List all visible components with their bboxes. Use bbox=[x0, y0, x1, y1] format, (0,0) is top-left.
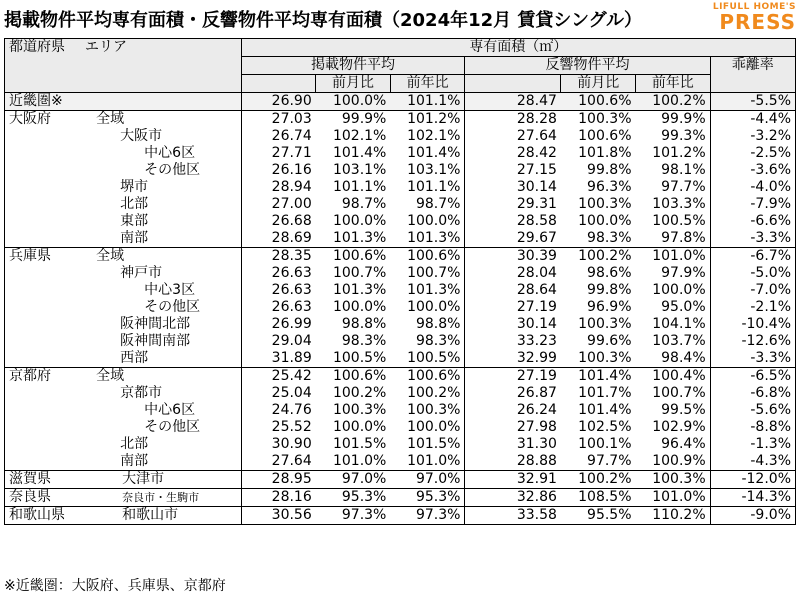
cell-listing-yoy: 100.0% bbox=[390, 299, 465, 316]
header-listing-mom: 前月比 bbox=[316, 75, 391, 93]
cell-listing-mom: 98.3% bbox=[341, 333, 387, 349]
table-row bbox=[5, 453, 796, 471]
cell-area: 南部 bbox=[96, 230, 241, 248]
table-row bbox=[5, 230, 796, 248]
cell-response-avg: 28.47 bbox=[465, 93, 561, 111]
cell-listing-yoy: 101.3% bbox=[390, 230, 465, 248]
table-row bbox=[5, 402, 796, 419]
cell-pref bbox=[5, 128, 97, 145]
table-row bbox=[5, 282, 796, 299]
cell-listing-mom: 100.3% bbox=[332, 402, 387, 418]
cell-pref bbox=[5, 145, 97, 162]
table-row bbox=[5, 436, 796, 453]
header-pref: 都道府県 bbox=[9, 39, 65, 56]
table-row bbox=[5, 385, 796, 402]
cell-listing-avg: 26.63 bbox=[271, 265, 312, 281]
header-spacer-5 bbox=[710, 75, 795, 93]
cell-listing-mom: 101.3% bbox=[332, 282, 387, 298]
cell-response-avg: 32.86 bbox=[465, 489, 561, 507]
table-row bbox=[5, 489, 796, 507]
table-row bbox=[5, 111, 796, 129]
cell-response-yoy: 100.3% bbox=[636, 471, 711, 489]
cell-area: 中心6区 bbox=[96, 402, 241, 419]
cell-listing-mom: 100.7% bbox=[332, 265, 387, 281]
cell-response-mom: 100.0% bbox=[578, 213, 632, 229]
cell-listing-yoy: 101.5% bbox=[390, 436, 465, 453]
cell-response-avg: 33.23 bbox=[516, 333, 557, 349]
cell-response-mom: 100.3% bbox=[561, 111, 636, 129]
cell-response-avg: 28.58 bbox=[516, 213, 557, 229]
cell-response-mom: 100.3% bbox=[578, 316, 632, 332]
cell-response-mom: 100.1% bbox=[578, 436, 632, 452]
cell-response-yoy: 103.7% bbox=[636, 333, 711, 350]
cell-gap: -5.5% bbox=[710, 93, 795, 111]
cell-gap: -6.6% bbox=[710, 213, 795, 230]
cell-pref bbox=[5, 282, 97, 299]
cell-listing-mom: 98.7% bbox=[341, 196, 387, 212]
cell-response-mom: 99.8% bbox=[587, 282, 632, 298]
cell-area: 南部 bbox=[96, 453, 241, 471]
cell-response-avg: 30.14 bbox=[516, 316, 557, 332]
cell-gap: -4.4% bbox=[710, 111, 795, 129]
table-row bbox=[5, 507, 796, 525]
cell-listing-mom: 100.0% bbox=[316, 93, 391, 111]
cell-pref bbox=[5, 230, 97, 248]
cell-response-mom: 101.7% bbox=[578, 385, 632, 401]
cell-gap: -4.3% bbox=[710, 453, 795, 471]
cell-response-mom: 96.9% bbox=[587, 299, 632, 315]
cell-pref: 近畿圏※ bbox=[5, 93, 97, 111]
header-area: エリア bbox=[85, 39, 127, 56]
cell-listing-avg: 25.04 bbox=[271, 385, 312, 401]
cell-pref bbox=[5, 333, 97, 350]
cell-gap: -3.3% bbox=[710, 230, 795, 248]
cell-response-yoy: 103.3% bbox=[636, 196, 711, 213]
cell-listing-yoy: 95.3% bbox=[390, 489, 465, 507]
cell-response-avg: 30.14 bbox=[516, 179, 557, 195]
cell-listing-mom: 95.3% bbox=[316, 489, 391, 507]
cell-gap: -7.0% bbox=[710, 282, 795, 299]
cell-pref bbox=[5, 162, 97, 179]
cell-response-avg: 27.15 bbox=[516, 162, 557, 178]
cell-gap: -14.3% bbox=[710, 489, 795, 507]
cell-area: 西部 bbox=[96, 350, 241, 368]
cell-area: 北部 bbox=[96, 196, 241, 213]
cell-listing-yoy: 100.3% bbox=[390, 402, 465, 419]
cell-listing-yoy: 97.0% bbox=[390, 471, 465, 489]
cell-area: 和歌山市 bbox=[96, 507, 241, 525]
table-row bbox=[5, 179, 796, 196]
cell-listing-avg: 30.90 bbox=[271, 436, 312, 452]
table-row bbox=[5, 265, 796, 282]
cell-listing-mom: 103.1% bbox=[332, 162, 387, 178]
cell-gap: -6.5% bbox=[710, 368, 795, 386]
cell-response-yoy: 99.5% bbox=[636, 402, 711, 419]
cell-listing-avg: 27.03 bbox=[241, 111, 316, 129]
cell-response-yoy: 98.4% bbox=[636, 350, 711, 368]
cell-pref: 和歌山県 bbox=[5, 507, 97, 525]
cell-listing-yoy: 98.8% bbox=[390, 316, 465, 333]
footnote: ※近畿圏：大阪府、兵庫県、京都府 bbox=[4, 578, 226, 594]
title-bar bbox=[0, 0, 800, 38]
cell-pref bbox=[5, 385, 97, 402]
cell-listing-yoy: 98.7% bbox=[390, 196, 465, 213]
cell-gap: -6.8% bbox=[710, 385, 795, 402]
cell-listing-avg: 25.42 bbox=[241, 368, 316, 386]
cell-listing-mom: 100.0% bbox=[332, 299, 387, 315]
cell-response-mom: 100.3% bbox=[578, 350, 632, 366]
cell-gap: -12.0% bbox=[710, 471, 795, 489]
cell-response-yoy: 99.9% bbox=[636, 111, 711, 129]
cell-listing-mom: 97.3% bbox=[316, 507, 391, 525]
header-listing: 掲載物件平均 bbox=[241, 57, 465, 75]
cell-area: 東部 bbox=[96, 213, 241, 230]
cell-listing-yoy: 101.1% bbox=[390, 179, 465, 196]
cell-response-avg: 27.64 bbox=[516, 128, 557, 144]
cell-listing-avg: 26.68 bbox=[271, 213, 312, 229]
cell-listing-avg: 31.89 bbox=[271, 350, 312, 366]
cell-area: 全域 bbox=[96, 111, 241, 129]
logo-main-text: PRESS bbox=[719, 10, 796, 34]
table-row bbox=[5, 471, 796, 489]
cell-response-avg: 28.04 bbox=[516, 265, 557, 281]
cell-listing-yoy: 100.0% bbox=[390, 213, 465, 230]
cell-listing-mom: 100.5% bbox=[332, 350, 387, 366]
cell-response-avg: 26.24 bbox=[516, 402, 557, 418]
cell-response-yoy: 101.0% bbox=[636, 248, 711, 266]
cell-listing-avg: 27.71 bbox=[271, 145, 312, 161]
cell-listing-yoy: 100.7% bbox=[390, 265, 465, 282]
cell-listing-yoy: 101.4% bbox=[390, 145, 465, 162]
header-spacer-1 bbox=[5, 57, 242, 75]
cell-response-avg: 28.28 bbox=[465, 111, 561, 129]
header-response-mom: 前月比 bbox=[561, 75, 636, 93]
cell-area: 全域 bbox=[96, 248, 241, 266]
cell-listing-avg: 26.99 bbox=[271, 316, 312, 332]
cell-response-avg: 33.58 bbox=[465, 507, 561, 525]
table-row bbox=[5, 162, 796, 179]
cell-response-avg: 30.39 bbox=[465, 248, 561, 266]
cell-pref bbox=[5, 350, 97, 368]
cell-response-mom: 99.6% bbox=[587, 333, 632, 349]
header-spacer-2 bbox=[5, 75, 242, 93]
cell-response-avg: 26.87 bbox=[516, 385, 557, 401]
cell-response-yoy: 99.3% bbox=[636, 128, 711, 145]
cell-response-mom: 100.6% bbox=[561, 93, 636, 111]
cell-gap: -6.7% bbox=[710, 248, 795, 266]
cell-gap: -5.0% bbox=[710, 265, 795, 282]
header-spacer-3 bbox=[241, 75, 316, 93]
cell-listing-avg: 28.35 bbox=[241, 248, 316, 266]
cell-listing-mom: 98.8% bbox=[341, 316, 387, 332]
cell-listing-yoy: 98.3% bbox=[390, 333, 465, 350]
cell-pref bbox=[5, 213, 97, 230]
cell-pref bbox=[5, 316, 97, 333]
table-row bbox=[5, 248, 796, 266]
cell-gap: -12.6% bbox=[710, 333, 795, 350]
table-row bbox=[5, 196, 796, 213]
cell-area: 大阪市 bbox=[96, 128, 241, 145]
header-response-yoy: 前年比 bbox=[636, 75, 711, 93]
cell-listing-avg: 27.00 bbox=[271, 196, 312, 212]
cell-response-mom: 97.7% bbox=[587, 453, 632, 469]
cell-response-avg: 28.42 bbox=[516, 145, 557, 161]
cell-pref bbox=[5, 453, 97, 471]
cell-area: 中心3区 bbox=[96, 282, 241, 299]
cell-response-avg: 32.91 bbox=[465, 471, 561, 489]
table-row bbox=[5, 128, 796, 145]
cell-response-yoy: 98.1% bbox=[636, 162, 711, 179]
cell-pref bbox=[5, 196, 97, 213]
cell-pref bbox=[5, 299, 97, 316]
cell-pref bbox=[5, 402, 97, 419]
cell-listing-yoy: 100.5% bbox=[390, 350, 465, 368]
cell-gap: -10.4% bbox=[710, 316, 795, 333]
cell-response-yoy: 100.2% bbox=[636, 93, 711, 111]
header-spacer-4 bbox=[465, 75, 561, 93]
cell-listing-yoy: 100.6% bbox=[390, 248, 465, 266]
cell-listing-yoy: 102.1% bbox=[390, 128, 465, 145]
cell-gap: -3.3% bbox=[710, 350, 795, 368]
cell-listing-avg: 26.63 bbox=[271, 299, 312, 315]
cell-listing-avg: 25.52 bbox=[271, 419, 312, 435]
cell-response-mom: 98.6% bbox=[587, 265, 632, 281]
cell-listing-yoy: 101.1% bbox=[390, 93, 465, 111]
cell-response-yoy: 95.0% bbox=[636, 299, 711, 316]
cell-response-mom: 100.2% bbox=[561, 471, 636, 489]
page-title: 掲載物件平均専有面積・反響物件平均専有面積（2024年12月 賃貸シングル） bbox=[4, 10, 643, 31]
cell-pref: 滋賀県 bbox=[5, 471, 97, 489]
cell-response-mom: 98.3% bbox=[587, 230, 632, 246]
cell-area: 中心6区 bbox=[96, 145, 241, 162]
cell-response-yoy: 102.9% bbox=[636, 419, 711, 436]
cell-response-mom: 101.4% bbox=[561, 368, 636, 386]
cell-listing-mom: 100.6% bbox=[316, 248, 391, 266]
cell-response-mom: 101.4% bbox=[578, 402, 632, 418]
cell-response-yoy: 100.9% bbox=[636, 453, 711, 471]
cell-listing-yoy: 100.2% bbox=[390, 385, 465, 402]
cell-listing-mom: 101.1% bbox=[332, 179, 387, 195]
cell-response-yoy: 100.0% bbox=[636, 282, 711, 299]
cell-pref: 大阪府 bbox=[5, 111, 97, 129]
header-response: 反響物件平均 bbox=[465, 57, 710, 75]
cell-area: 全域 bbox=[96, 368, 241, 386]
cell-pref bbox=[5, 179, 97, 196]
cell-response-yoy: 101.2% bbox=[636, 145, 711, 162]
cell-area: 奈良市・生駒市 bbox=[96, 489, 241, 507]
cell-response-avg: 29.67 bbox=[516, 230, 557, 246]
cell-area bbox=[96, 93, 241, 111]
cell-listing-avg: 26.16 bbox=[271, 162, 312, 178]
table-row bbox=[5, 145, 796, 162]
cell-gap: -7.9% bbox=[710, 196, 795, 213]
cell-response-yoy: 110.2% bbox=[636, 507, 711, 525]
cell-listing-avg: 28.94 bbox=[271, 179, 312, 195]
cell-listing-yoy: 101.3% bbox=[390, 282, 465, 299]
cell-gap: -2.5% bbox=[710, 145, 795, 162]
cell-response-yoy: 104.1% bbox=[636, 316, 711, 333]
cell-response-yoy: 97.9% bbox=[636, 265, 711, 282]
header-listing-yoy: 前年比 bbox=[390, 75, 465, 93]
header-gap: 乖離率 bbox=[710, 57, 795, 75]
cell-listing-mom: 101.4% bbox=[332, 145, 387, 161]
cell-listing-avg: 26.63 bbox=[271, 282, 312, 298]
table-row bbox=[5, 93, 796, 111]
cell-pref bbox=[5, 265, 97, 282]
cell-pref: 兵庫県 bbox=[5, 248, 97, 266]
cell-response-yoy: 100.5% bbox=[636, 213, 711, 230]
cell-area: 京都市 bbox=[96, 385, 241, 402]
cell-listing-avg: 28.69 bbox=[271, 230, 312, 246]
cell-listing-mom: 101.5% bbox=[332, 436, 387, 452]
cell-listing-avg: 27.64 bbox=[271, 453, 312, 469]
cell-listing-mom: 100.2% bbox=[332, 385, 387, 401]
table-row bbox=[5, 368, 796, 386]
cell-listing-avg: 29.04 bbox=[271, 333, 312, 349]
cell-response-mom: 100.3% bbox=[578, 196, 632, 212]
cell-response-mom: 102.5% bbox=[578, 419, 632, 435]
header-pref-area bbox=[5, 39, 242, 57]
cell-pref: 京都府 bbox=[5, 368, 97, 386]
cell-response-yoy: 96.4% bbox=[636, 436, 711, 453]
cell-listing-yoy: 100.6% bbox=[390, 368, 465, 386]
cell-response-yoy: 101.0% bbox=[636, 489, 711, 507]
cell-response-avg: 29.31 bbox=[516, 196, 557, 212]
cell-area: 阪神間南部 bbox=[96, 333, 241, 350]
brand-logo bbox=[713, 2, 796, 32]
cell-listing-yoy: 103.1% bbox=[390, 162, 465, 179]
cell-gap: -3.6% bbox=[710, 162, 795, 179]
cell-listing-mom: 100.0% bbox=[332, 213, 387, 229]
cell-area: 北部 bbox=[96, 436, 241, 453]
cell-listing-avg: 28.16 bbox=[241, 489, 316, 507]
area-table bbox=[4, 38, 796, 525]
cell-listing-mom: 101.3% bbox=[332, 230, 387, 246]
table-row bbox=[5, 316, 796, 333]
cell-gap: -4.0% bbox=[710, 179, 795, 196]
table-row bbox=[5, 419, 796, 436]
logo-top-text: LIFULL HOME'S bbox=[712, 2, 796, 12]
cell-response-mom: 99.8% bbox=[587, 162, 632, 178]
cell-area: その他区 bbox=[96, 419, 241, 436]
cell-gap: -5.6% bbox=[710, 402, 795, 419]
cell-response-mom: 95.5% bbox=[561, 507, 636, 525]
cell-response-avg: 27.19 bbox=[516, 299, 557, 315]
cell-response-avg: 32.99 bbox=[516, 350, 557, 366]
cell-response-mom: 100.2% bbox=[561, 248, 636, 266]
table-row bbox=[5, 299, 796, 316]
cell-listing-yoy: 97.3% bbox=[390, 507, 465, 525]
cell-pref bbox=[5, 436, 97, 453]
cell-response-yoy: 100.4% bbox=[636, 368, 711, 386]
cell-pref: 奈良県 bbox=[5, 489, 97, 507]
cell-area: 堺市 bbox=[96, 179, 241, 196]
cell-response-avg: 31.30 bbox=[516, 436, 557, 452]
cell-gap: -3.2% bbox=[710, 128, 795, 145]
cell-listing-avg: 26.90 bbox=[241, 93, 316, 111]
cell-response-mom: 96.3% bbox=[587, 179, 632, 195]
cell-area: その他区 bbox=[96, 162, 241, 179]
cell-response-yoy: 97.8% bbox=[636, 230, 711, 248]
cell-response-avg: 28.64 bbox=[516, 282, 557, 298]
table-row bbox=[5, 333, 796, 350]
cell-listing-mom: 102.1% bbox=[332, 128, 387, 144]
table-row bbox=[5, 350, 796, 368]
cell-response-yoy: 100.7% bbox=[636, 385, 711, 402]
cell-response-yoy: 97.7% bbox=[636, 179, 711, 196]
cell-area: 神戸市 bbox=[96, 265, 241, 282]
cell-response-mom: 108.5% bbox=[561, 489, 636, 507]
cell-gap: -2.1% bbox=[710, 299, 795, 316]
cell-listing-avg: 28.95 bbox=[241, 471, 316, 489]
cell-response-mom: 101.8% bbox=[578, 145, 632, 161]
cell-listing-yoy: 100.0% bbox=[390, 419, 465, 436]
header-group: 専有面積（㎡） bbox=[241, 39, 795, 57]
table-body bbox=[5, 93, 796, 525]
cell-listing-avg: 24.76 bbox=[271, 402, 312, 418]
cell-response-avg: 27.98 bbox=[516, 419, 557, 435]
table-row bbox=[5, 213, 796, 230]
cell-area: 阪神間北部 bbox=[96, 316, 241, 333]
cell-gap: -9.0% bbox=[710, 507, 795, 525]
cell-listing-mom: 101.0% bbox=[332, 453, 387, 469]
cell-listing-mom: 99.9% bbox=[316, 111, 391, 129]
cell-response-mom: 100.6% bbox=[578, 128, 632, 144]
cell-area: 大津市 bbox=[96, 471, 241, 489]
cell-gap: -1.3% bbox=[710, 436, 795, 453]
cell-listing-mom: 100.6% bbox=[316, 368, 391, 386]
cell-response-avg: 28.88 bbox=[516, 453, 557, 469]
cell-listing-mom: 97.0% bbox=[316, 471, 391, 489]
cell-listing-yoy: 101.0% bbox=[390, 453, 465, 471]
cell-response-avg: 27.19 bbox=[465, 368, 561, 386]
cell-gap: -8.8% bbox=[710, 419, 795, 436]
cell-pref bbox=[5, 419, 97, 436]
cell-listing-avg: 30.56 bbox=[241, 507, 316, 525]
cell-area: その他区 bbox=[96, 299, 241, 316]
cell-listing-mom: 100.0% bbox=[332, 419, 387, 435]
cell-listing-avg: 26.74 bbox=[271, 128, 312, 144]
cell-listing-yoy: 101.2% bbox=[390, 111, 465, 129]
